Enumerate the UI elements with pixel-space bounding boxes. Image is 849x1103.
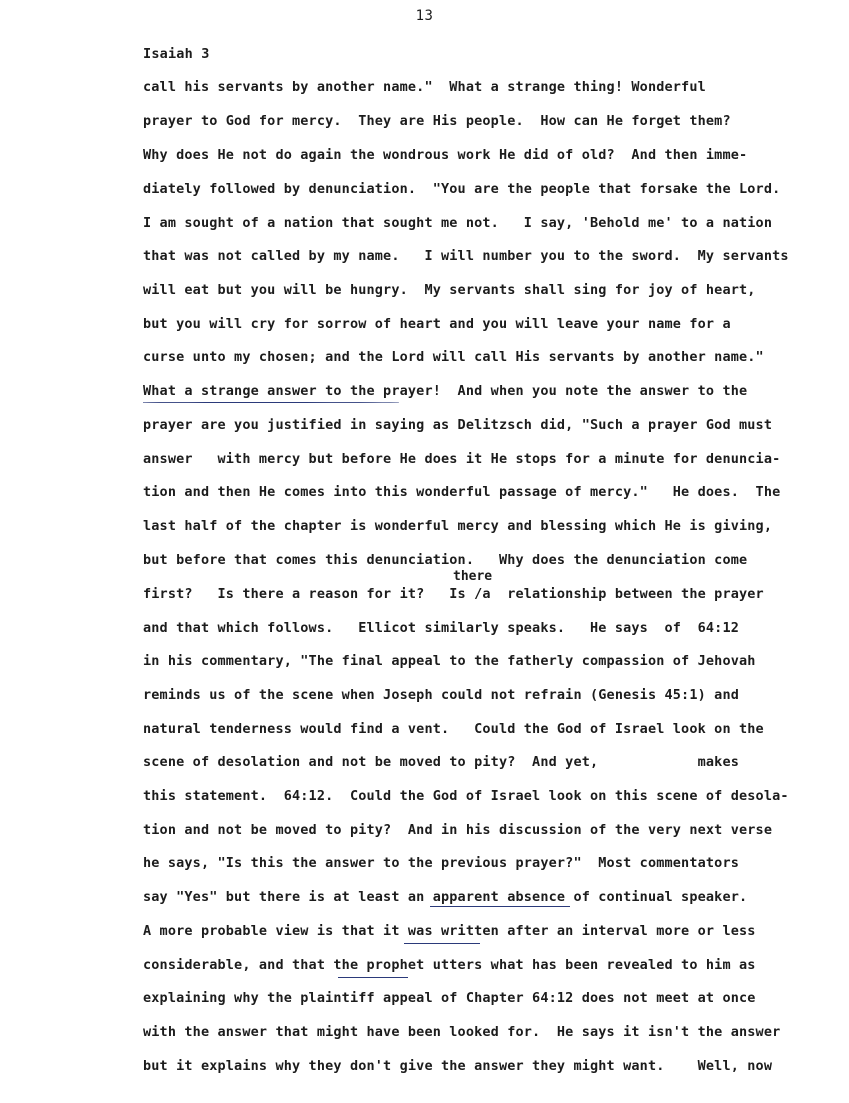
text-line: prayer are you justified in saying as Delitzsch did, "Such a prayer God must (143, 417, 773, 433)
text-line: call his servants by another name." What a strange thing! Wonderful (143, 79, 706, 95)
text-line: in his commentary, "The final appeal to the fatherly compassion of Jehovah (143, 653, 756, 669)
text-line: A more probable view is that it was written after an interval more or less (143, 923, 756, 939)
handwritten-insertion: there (453, 569, 493, 584)
text-line: and that which follows. Ellicot similarly speaks. He says of 64:12 (143, 620, 739, 636)
text-line: but before that comes this denunciation. Why does the denunciation come (143, 552, 748, 568)
text-line: curse unto my chosen; and the Lord will call His servants by another name." (143, 349, 764, 365)
text-line: that was not called by my name. I will number you to the sword. My servants (143, 248, 789, 264)
text-line: with the answer that might have been looked for. He says it isn't the answer (143, 1024, 781, 1040)
text-line: diately followed by denunciation. "You are the people that forsake the Lord. (143, 181, 781, 197)
text-line: reminds us of the scene when Joseph could not refrain (Genesis 45:1) and (143, 687, 739, 703)
text-line: tion and not be moved to pity? And in his discussion of the very next verse (143, 822, 773, 838)
text-line: but it explains why they don't give the answer they might want. Well, now (143, 1058, 773, 1074)
page-number: 13 (415, 8, 434, 24)
text-line: considerable, and that the prophet utters what has been revealed to him as (143, 957, 756, 973)
handwritten-underline (143, 402, 399, 403)
text-line: answer with mercy but before He does it He stops for a minute for denuncia- (143, 451, 781, 467)
handwritten-underline (430, 906, 570, 907)
text-line: last half of the chapter is wonderful mercy and blessing which He is giving, (143, 518, 773, 534)
chapter-header: Isaiah 3 (143, 46, 210, 62)
text-line: Why does He not do again the wondrous work He did of old? And then imme- (143, 147, 748, 163)
text-line: natural tenderness would find a vent. Could the God of Israel look on the (143, 721, 764, 737)
text-line: I am sought of a nation that sought me not. I say, 'Behold me' to a nation (143, 215, 773, 231)
text-line: prayer to God for mercy. They are His people. How can He forget them? (143, 113, 731, 129)
text-line: What a strange answer to the prayer! And when you note the answer to the (143, 383, 748, 399)
text-line: scene of desolation and not be moved to pity? And yet, makes (143, 754, 739, 770)
handwritten-underline (338, 977, 408, 978)
handwritten-underline (404, 943, 480, 944)
text-line: explaining why the plaintiff appeal of Chapter 64:12 does not meet at once (143, 990, 756, 1006)
text-line: this statement. 64:12. Could the God of Israel look on this scene of desola- (143, 788, 789, 804)
text-line: first? Is there a reason for it? Is /a relationship between the prayer (143, 586, 764, 602)
text-line: he says, "Is this the answer to the previous prayer?" Most commentators (143, 855, 739, 871)
text-line: will eat but you will be hungry. My servants shall sing for joy of heart, (143, 282, 756, 298)
text-line: say "Yes" but there is at least an apparent absence of continual speaker. (143, 889, 748, 905)
text-line: but you will cry for sorrow of heart and you will leave your name for a (143, 316, 731, 332)
text-line: tion and then He comes into this wonderful passage of mercy." He does. The (143, 484, 781, 500)
